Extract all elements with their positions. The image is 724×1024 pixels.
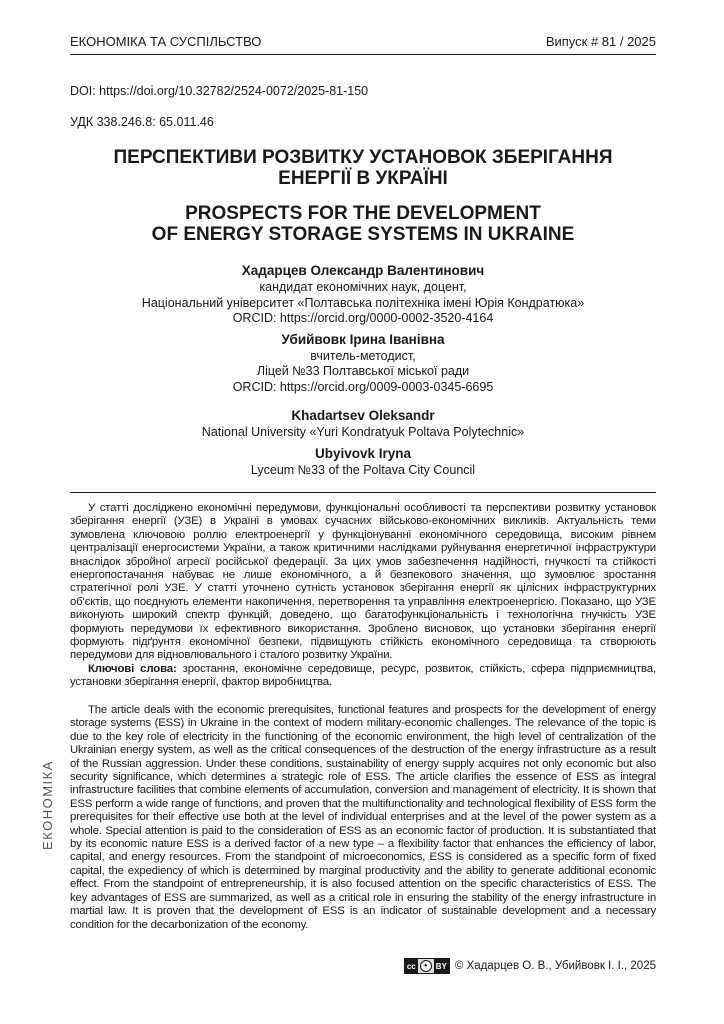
running-header [70,34,656,55]
author-name: Ubyivovk Iryna [314,445,412,461]
cc-logo-icon: cc [405,959,418,973]
title-english [70,203,656,245]
author-affiliation: Національний університет «Полтавська політехніка імені Юрія Кондратюка» [141,295,585,310]
author-affiliation: National University «Yuri Kondratyuk Poltava Polytechnic» [201,425,525,439]
cc-by-license-icon[interactable] [404,958,450,974]
author-degree: кандидат економічних наук, доцент, [259,280,467,294]
author-name: Хадарцев Олександр Валентинович [241,263,485,278]
title-ua-line: ПЕРСПЕКТИВИ РОЗВИТКУ УСТАНОВОК ЗБЕРІГАННЯ [113,147,613,168]
keywords-label: Ключові слова: [88,662,177,675]
author-affiliation: Lyceum №33 of the Poltava City Council [250,462,476,477]
title-ukrainian [70,147,656,189]
person-icon: ● [420,960,432,972]
doi-link[interactable]: DOI: https://doi.org/10.32782/2524-0072/2025-81-150 [70,84,369,98]
author-name: Khadartsev Oleksandr [291,408,435,423]
title-en-line: PROSPECTS FOR THE DEVELOPMENT [185,203,541,224]
author-affiliation: Ліцей №33 Полтавської міської ради [256,364,470,378]
keywords-text: зростання, економічне середовище, ресурс, розвиток, стійкість, сфера підприємництва, установки зберігання енергії, фактор виробництва. [70,662,656,689]
author-degree: вчитель-методист, [310,348,416,363]
abstract-ukrainian [70,502,656,690]
abstract-ua-text: У статті досліджено економічні передумови, функціональні особливості та перспективи розвитку установок зберігання енергії (УЗЕ) в Україні в умовах сучасних військово-економічних викликів. Актуальність теми зумовлена ключовою роллю електроенергії у функціонуванні економічного середовища, високим рівнем централізації енергосистеми України, а також критичними наслідками руйнування енергетичної інфраструктури внаслідок збройної агресії російської федерації. За цих умов забезпечення надійності, гнучкості та стійкості енергопостачання набуває не лише економічного, а й безпекового значення, що зумовлює зростання стратегічної ролі УЗЕ. У статті уточнено сутність установок зберігання енергії як цілісних інфраструктурних об'єктів, що поєднують елементи накопичення, перетворення та управління електроенергією. Показано, що УЗЕ виконують широкий спектр функцій, доведено, що багатофункціональність і технологічна гнучкість УЗЕ формують передумови їх ефективного використання. Зроблено висновок, що установки зберігання енергії формують підґрунтя економічної безпеки, підвищують стійкість економічного середовища та створюють передумови для відновлювального і сталого розвитку України. [70,502,656,662]
authors-english [70,407,656,478]
by-label: BY [434,959,449,973]
issue-number: Випуск # 81 / 2025 [545,34,656,49]
title-en-line: OF ENERGY STORAGE SYSTEMS IN UKRAINE [151,224,575,245]
authors-ukrainian [70,262,656,395]
abstract-english [70,704,656,932]
author-orcid[interactable]: ORCID: https://orcid.org/0009-0003-0345-6695 [232,379,494,394]
keywords [70,663,656,690]
journal-name: ЕКОНОМІКА ТА СУСПІЛЬСТВО [70,34,262,49]
copyright-text: © Хадарцев О. В., Убийвовк І. І., 2025 [454,960,656,972]
author-name: Убийвовк Ірина Іванівна [281,331,445,347]
copyright-footer [404,958,656,974]
author-orcid[interactable]: ORCID: https://orcid.org/0000-0002-3520-4164 [232,311,494,325]
side-label-text: ЕКОНОМІКА [40,760,55,850]
udk-code: УДК 338.246.8: 65.011.46 [70,115,214,129]
section-divider [70,492,656,493]
title-ua-line: ЕНЕРГІЇ В УКРАЇНІ [278,168,448,189]
abstract-en-text: The article deals with the economic prerequisites, functional features and prospects for the development of energy storage systems (ESS) in Ukraine in the context of modern military-economic challenges. The relevance of the topic is due to the key role of electricity in the functioning of the economic environment, the high level of centralization of the Ukrainian energy system, as well as the critical consequences of the destruction of the energy infrastructure as a result of the Russian aggression. Under these conditions, sustainability of energy supply acquires not only economic but also security significance, which determines a strategic role of ESS. The article clarifies the essence of ESS as integral infrastructure facilities that combine elements of accumulation, conversion and management of electricity. It is shown that ESS perform a wide range of functions, and proven that the multifunctionality and technological flexibility of ESS form the prerequisites for their effective use both at the level of individual enterprises and at the level of the power system as a whole. Special attention is paid to the consideration of ESS as an economic factor of production. It is substantiated that by its economic nature ESS is a derived factor of a new type – a flexibility factor that enhances the efficiency of labor, capital, and energy resources. From the standpoint of microeconomics, ESS is considered as a specific form of fixed capital, the expediency of which is determined by marginal productivity and the ability to generate additional economic effect. From the standpoint of entrepreneurship, it is also focused attention on the specific characteristics of ESS. The key advantages of ESS are summarized, as well as a critical role in ensuring the stability of the energy infrastructure in martial law. It is proven that the development of ESS is an indicator of sustainable development and a necessary condition for the decarbonization of the economy. [70,704,656,931]
side-section-label [40,760,55,850]
